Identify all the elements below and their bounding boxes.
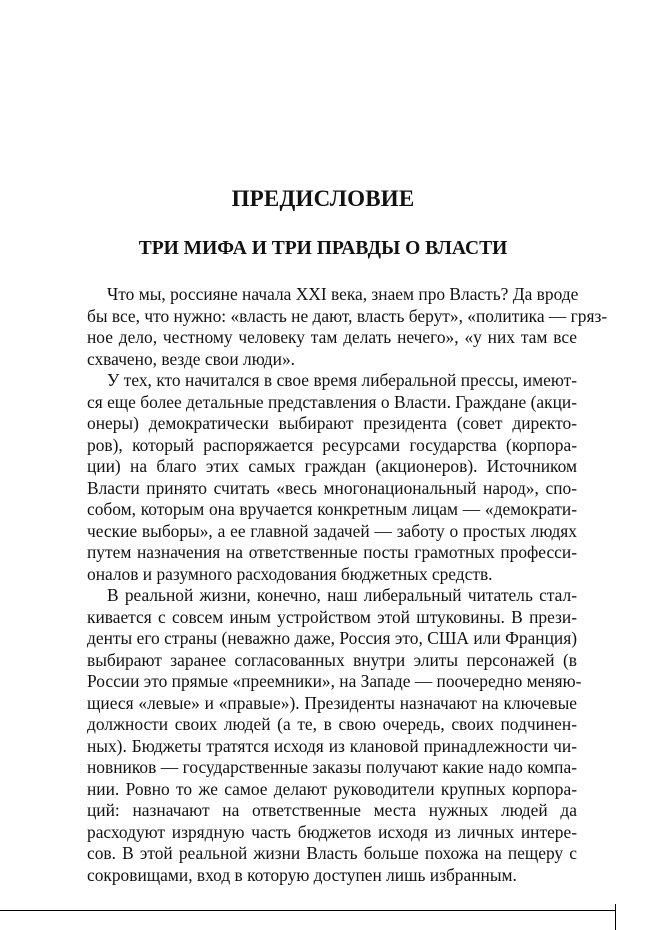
- text-line: должности своих людей (а те, в свою очередь, своих подчинен-: [87, 714, 577, 734]
- text-line: ся еще более детальные представления о Власти. Граждане (акци-: [87, 391, 577, 412]
- text-line: бы все, что нужно: «власть не дают, власть берут», «политика — гряз-: [87, 305, 608, 326]
- text-line: собом, которым она вручается конкретным лицам — «демократи-: [87, 499, 577, 519]
- text-line: ческие выборы», а ее главной задачей — заботу о простых людях: [87, 520, 577, 541]
- paragraph-1: [87, 284, 608, 370]
- text-line: сов. В этой реальной жизни Власть больше похожа на пещеру с: [87, 843, 577, 863]
- text-line: ции) на благо этих самых граждан (акционеров). Источником: [87, 456, 577, 476]
- page-edge-tick: [615, 904, 616, 930]
- text-line: сокровищами, вход в которую доступен лишь избранным.: [87, 864, 517, 885]
- text-line: онеры) демократически выбирают президента (совет директо-: [87, 413, 577, 433]
- paragraph-3: [87, 585, 582, 886]
- text-line: схвачено, везде свои люди».: [87, 348, 296, 369]
- text-line: Что мы, россияне начала XXI века, знаем про Власть? Да вроде: [107, 284, 579, 304]
- text-line: ций: назначают на ответственные места нужных людей да: [87, 800, 577, 820]
- text-line: ное дело, честному человеку там делать нечего», «у них там все: [87, 327, 577, 347]
- body-text: [87, 284, 608, 886]
- paragraph-2: [87, 370, 577, 585]
- text-line: В реальной жизни, конечно, наш либеральный читатель стал-: [107, 585, 577, 605]
- page-title: ПРЕДИСЛОВИЕ: [231, 186, 415, 211]
- text-line: У тех, кто начитался в свое время либеральной прессы, имеют-: [107, 370, 577, 390]
- text-line: выбирают заранее согласованных внутри элиты персонажей (в: [87, 649, 577, 670]
- section-subtitle: ТРИ МИФА И ТРИ ПРАВДЫ О ВЛАСТИ: [138, 238, 508, 259]
- text-line: путем назначения на ответственные посты грамотных професси-: [87, 542, 577, 562]
- text-line: щиеся «левые» и «правые»). Президенты назначают на ключевые: [87, 692, 577, 713]
- text-line: новников — государственные заказы получают какие надо компа-: [87, 757, 577, 777]
- text-line: ных). Бюджеты тратятся исходя из клановой принадлежности чи-: [87, 735, 577, 756]
- text-line: денты его страны (неважно даже, Россия это, США или Франция): [87, 628, 577, 648]
- text-line: кивается с совсем иным устройством этой штуковины. В прези-: [87, 606, 577, 627]
- text-line: оналов и разумного расходования бюджетных средств.: [87, 563, 493, 584]
- text-line: ров), который распоряжается ресурсами государства (корпора-: [87, 434, 577, 455]
- text-line: нии. Ровно то же самое делают руководители крупных корпора-: [87, 778, 577, 799]
- text-line: Власти принято считать «весь многонациональный народ», спо-: [87, 477, 577, 498]
- text-line: России это прямые «преемники», на Западе — поочередно меняю-: [87, 671, 582, 691]
- page-edge-line: [0, 910, 616, 911]
- text-line: расходуют изрядную часть бюджетов исходя из личных интере-: [87, 821, 577, 842]
